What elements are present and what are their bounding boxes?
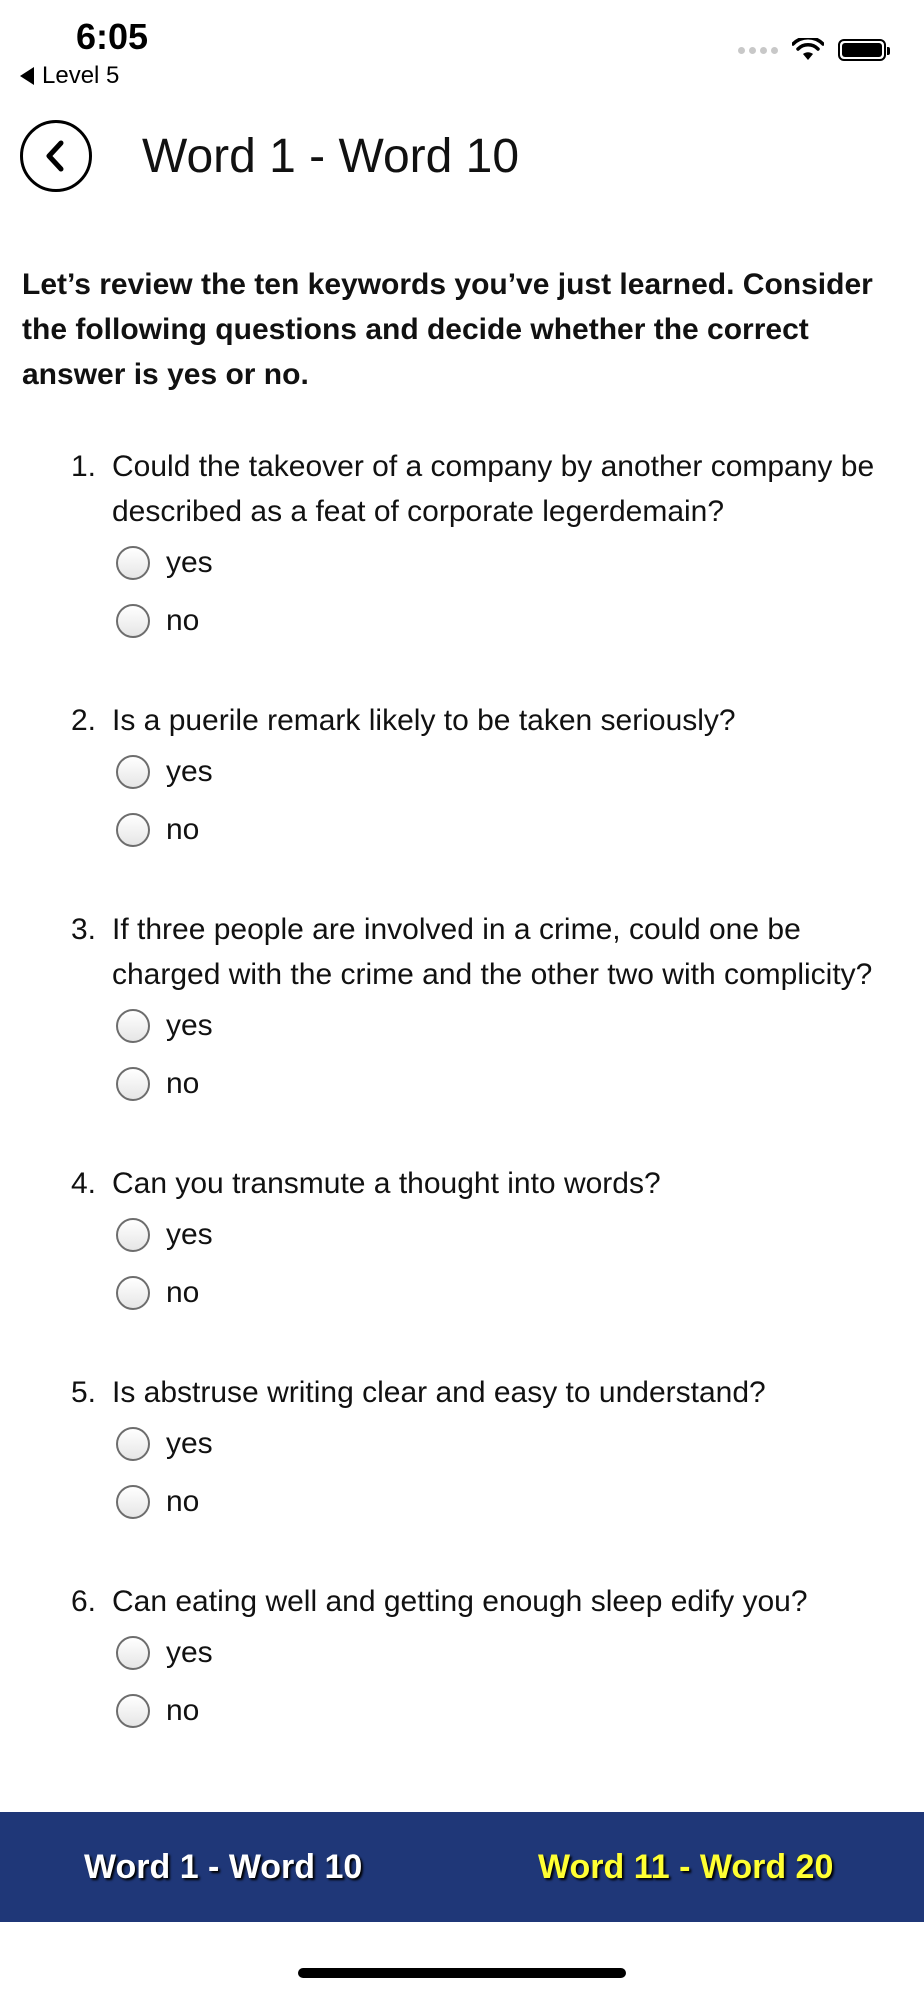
option-no[interactable] bbox=[116, 801, 924, 859]
option-yes[interactable] bbox=[116, 1624, 924, 1682]
question-number: 3. bbox=[70, 913, 96, 946]
radio-button[interactable] bbox=[116, 1485, 150, 1519]
option-yes[interactable] bbox=[116, 1206, 924, 1264]
question-1 bbox=[0, 444, 924, 650]
question-number: 4. bbox=[70, 1167, 96, 1200]
option-label: yes bbox=[166, 1009, 213, 1042]
status-icons bbox=[738, 38, 886, 62]
radio-button[interactable] bbox=[116, 546, 150, 580]
question-text: Can you transmute a thought into words? bbox=[112, 1167, 661, 1200]
option-yes[interactable] bbox=[116, 743, 924, 801]
option-label: yes bbox=[166, 1636, 213, 1669]
question-text: Could the takeover of a company by another company be described as a feat of corporate legerdemain? bbox=[112, 450, 875, 528]
page-title: Word 1 - Word 10 bbox=[142, 129, 520, 183]
chevron-left-icon bbox=[41, 139, 71, 173]
radio-button[interactable] bbox=[116, 604, 150, 638]
home-indicator[interactable] bbox=[298, 1968, 626, 1978]
back-triangle-icon bbox=[20, 67, 34, 85]
option-label: no bbox=[166, 813, 200, 846]
option-label: no bbox=[166, 1694, 200, 1727]
question-text: Is a puerile remark likely to be taken seriously? bbox=[112, 704, 736, 737]
option-yes[interactable] bbox=[116, 1415, 924, 1473]
option-no[interactable] bbox=[116, 1264, 924, 1322]
header bbox=[20, 120, 519, 192]
question-number: 5. bbox=[70, 1376, 96, 1409]
option-label: yes bbox=[166, 1427, 213, 1460]
radio-button[interactable] bbox=[116, 1694, 150, 1728]
battery-icon bbox=[838, 39, 886, 61]
option-no[interactable] bbox=[116, 592, 924, 650]
question-text: Can eating well and getting enough sleep edify you? bbox=[112, 1585, 808, 1618]
bottom-tab-bar bbox=[0, 1812, 924, 1922]
radio-button[interactable] bbox=[116, 1009, 150, 1043]
radio-button[interactable] bbox=[116, 813, 150, 847]
status-time: 6:05 bbox=[76, 16, 149, 57]
question-5 bbox=[0, 1370, 924, 1531]
option-label: no bbox=[166, 1276, 200, 1309]
option-no[interactable] bbox=[116, 1055, 924, 1113]
question-number: 2. bbox=[70, 704, 96, 737]
back-button[interactable] bbox=[20, 120, 92, 192]
status-back-label: Level 5 bbox=[42, 62, 120, 89]
signal-dots-icon bbox=[738, 47, 778, 54]
option-label: no bbox=[166, 604, 200, 637]
tab-word-11-20[interactable]: Word 11 - Word 20 bbox=[538, 1847, 834, 1886]
question-2 bbox=[0, 698, 924, 859]
question-text: If three people are involved in a crime, could one be charged with the crime and the other two with complicity? bbox=[112, 913, 873, 991]
radio-button[interactable] bbox=[116, 1427, 150, 1461]
option-label: yes bbox=[166, 755, 213, 788]
question-3 bbox=[0, 907, 924, 1113]
question-number: 1. bbox=[70, 450, 96, 483]
radio-button[interactable] bbox=[116, 1067, 150, 1101]
wifi-icon bbox=[792, 38, 824, 62]
tab-word-1-10[interactable]: Word 1 - Word 10 bbox=[84, 1847, 363, 1886]
radio-button[interactable] bbox=[116, 1218, 150, 1252]
question-4 bbox=[0, 1161, 924, 1322]
radio-button[interactable] bbox=[116, 755, 150, 789]
intro-text: Let’s review the ten keywords you’ve just learned. Consider the following questions and decide whether the correct answer is yes or no. bbox=[22, 268, 873, 391]
status-back-link[interactable] bbox=[20, 62, 119, 90]
radio-button[interactable] bbox=[116, 1276, 150, 1310]
question-6 bbox=[0, 1579, 924, 1740]
question-number: 6. bbox=[70, 1585, 96, 1618]
option-label: no bbox=[166, 1485, 200, 1518]
option-label: yes bbox=[166, 546, 213, 579]
option-yes[interactable] bbox=[116, 997, 924, 1055]
option-label: yes bbox=[166, 1218, 213, 1251]
question-text: Is abstruse writing clear and easy to understand? bbox=[112, 1376, 766, 1409]
option-no[interactable] bbox=[116, 1682, 924, 1740]
option-no[interactable] bbox=[116, 1473, 924, 1531]
option-label: no bbox=[166, 1067, 200, 1100]
radio-button[interactable] bbox=[116, 1636, 150, 1670]
option-yes[interactable] bbox=[116, 534, 924, 592]
question-list bbox=[0, 444, 924, 1788]
